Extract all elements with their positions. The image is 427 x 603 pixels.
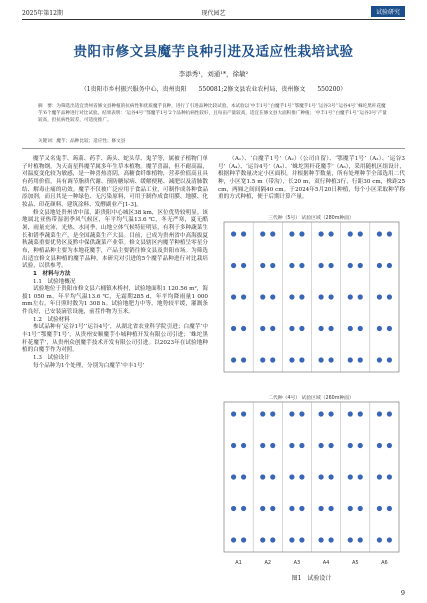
plant-dot [270,474,275,479]
plant-dot [241,326,246,331]
plant-dot [358,474,363,479]
plant-dot [387,326,392,331]
plant-dot [328,506,333,511]
plant-dot [260,294,265,299]
plant-dot [231,474,236,479]
issue-label: 2025年第12期 [22,10,63,17]
plant-dot [260,537,265,542]
plant-dot [260,443,265,448]
plant-dot [260,411,265,416]
plant-dot [377,411,382,416]
plant-dot [328,231,333,236]
plant-dot [348,443,353,448]
paragraph: 魔芋又名鬼芋、蒟蒻、药芋、蒟头、蛇头草、鬼芋等，属被子植物门单子叶植物纲，为天南星科魔芋属多年生草本植物。魔芋喜温，但不耐高温，对温度变化较为敏感，是一种喜热喜阴，高糖食纤维植物，营养价值高且具有药用价值，具有调节脂质代谢、预防糖尿病、缓解便秘、减肥以及清肺散结、解毒止痛的功效。魔芋不仅被广泛应用于食品工业，可制作成各种食品添加剂，而且其是一种绿色、无污染原料，可用于制作成食用膜、地膜、化妆品、印花颜料、建筑涂料、发酵副业产[1-3]。 [22,156,208,208]
plant-dot [318,411,323,416]
plant-dot [348,231,353,236]
abstract-rule [22,148,405,149]
plant-dot [260,326,265,331]
plant-dot [270,263,275,268]
plant-dot [387,294,392,299]
plot-label: A5 [351,560,359,566]
header-rule [22,19,405,20]
plant-dot [299,326,304,331]
plant-dot [299,506,304,511]
paragraph: 参试品种有‘运谷1号’‘运谷4号’，从湖北省农业科学院引进；白魔芋‘中丰1号’‘鄂魔芋1号’，从贵州安顺魔芋小城种植开发有限公司引进；‘蛛坨黑秆花魔芋’，从贵州众创魔芋技术开发有限公司引进。以2023年在试验地种植的白魔芋作为对照。 [22,324,208,354]
plant-dot [377,263,382,268]
page-header [22,6,405,18]
paragraph: （A₁）、‘白魔芋1号’（A₂）（公司自留）、‘鄂魔芋1号’（A₃）、‘运谷3号’（A₄）、‘运谷4号’（A₅）、‘蛛坨黑秆花魔芋’（A₆），采用随机区组设计，根据种芋数量决定小区面积，并根据种芋数量，所有处理种芋全部选用二代种，小区宽1.5 m（带沟），长20 m，双行种植3行，行距30 cm，株距25 cm，两厢之间间隔40 cm。于2024年5月20日种植，每个小区采取种芋称重的方式种植，便于后期计算产量。 [218,156,405,201]
plot-label: A4 [322,560,330,566]
plant-dot [231,263,236,268]
plant-dot [348,294,353,299]
plant-dot [377,294,382,299]
plant-dot [289,506,294,511]
plant-dot [241,294,246,299]
plant-dot [289,411,294,416]
plant-dot [289,474,294,479]
plant-dot [377,537,382,542]
plant-dot [299,411,304,416]
plant-dot [358,326,363,331]
plant-dot [318,506,323,511]
lower-field-label: 二代种（4号） 试验区域（260m种面） [268,396,354,401]
plant-dot [377,231,382,236]
plant-dot [299,263,304,268]
plant-dot [299,231,304,236]
plant-dot [299,537,304,542]
plant-dot [328,326,333,331]
plant-dot [328,474,333,479]
plant-dot [387,231,392,236]
plant-dot [387,474,392,479]
plant-dot [318,443,323,448]
plant-dot [260,263,265,268]
authors: 李添秀¹，刘通¹*，徐敏² [178,70,249,78]
plant-dot [318,231,323,236]
plant-dot [387,443,392,448]
plot-label: A6 [381,560,388,566]
plant-dot [387,263,392,268]
plant-dot [377,506,382,511]
plant-dot [231,537,236,542]
plant-dot [260,357,265,362]
plant-dot [241,411,246,416]
plant-dot [358,506,363,511]
paragraph: 修文县地处贵州省中部，距贵阳中心城区38 km，区位优势较明显。该地属北亚热带湿润季风气候区，年平均气温13.6 ℃，冬无严寒，夏无酷暑，雨量充沛，光热、水同季，山地立体气候特征明显，有利于多种蔬菜生长和错季蔬菜生产，是全国蔬菜生产大县。目前，已成为贵州省中高海拔夏秋蔬菜重要优势区及黔中保供蔬菜产业带。修文县辖区内魔芋种植呈零星分布，种植品种主要为本地花魔芋，产品主要销往修文县及贵阳市场。为筛选出适宜修文县种植的魔芋品种，本研究对引进的5个魔芋品种进行对比栽培试验，以供参考。 [22,209,208,270]
plant-dot [289,537,294,542]
paragraph: 试验地位于贵阳市修文县六桶镇木桥村，试验地面积1 120.56 m²，海拔1 050 m，年平均气温13.6 ℃，无霜期285 d，年平均降雨量1 000 mm左右，年日照时数为1 308 h。试验地肥力中等，地势较平缓，灌溉条件良好，已安装滴管设施，前茬作物为玉米。 [22,286,208,316]
section-heading: 1.2 试验材料 [33,316,70,323]
plant-dot [270,357,275,362]
plant-dot [318,474,323,479]
plot-label: A2 [264,560,272,566]
plant-dot [387,357,392,362]
plant-dot [231,326,236,331]
plant-dot [241,506,246,511]
paper-title: 贵阳市修文县魔芋良种引进及适应性栽培试验 [73,44,354,60]
plant-dot [231,294,236,299]
experiment-layout-figure [218,210,405,570]
plant-dot [270,443,275,448]
plant-dot [358,231,363,236]
plant-dot [270,294,275,299]
plant-dot [348,263,353,268]
plant-dot [348,326,353,331]
plant-dot [318,357,323,362]
plant-dot [358,357,363,362]
plant-dot [348,474,353,479]
plant-dot [328,411,333,416]
plant-dot [299,294,304,299]
page-number: 9 [400,589,405,597]
plant-dot [318,326,323,331]
section-badge: 试验研究 [371,6,405,17]
plant-dot [241,537,246,542]
keywords: 关键词：魔芋；品种比较；适应性；修文县 [38,139,126,144]
plant-dot [348,357,353,362]
plant-dot [289,326,294,331]
plant-dot [377,357,382,362]
plant-dot [387,506,392,511]
plant-dot [289,294,294,299]
section-heading: 1.1 试验地概况 [33,278,76,285]
plant-dot [328,443,333,448]
plant-dot [328,263,333,268]
section-heading: 1.3 试验设计 [33,355,70,362]
plant-dot [328,357,333,362]
plant-dot [270,411,275,416]
plant-dot [260,231,265,236]
upper-field-label: 三代种（5号） 试验区域（280m种面） [268,216,354,221]
plant-dot [289,231,294,236]
plant-dot [387,537,392,542]
plant-dot [270,231,275,236]
plant-dot [328,294,333,299]
plant-dot [241,357,246,362]
section-heading: 1 材料与方法 [33,270,71,277]
affiliations: （1贵阳市乡村振兴服务中心，贵州贵阳 550081;2修文县农业农村局，贵州修文 550200） [80,86,347,93]
plot-label: A3 [293,560,301,566]
plant-dot [299,357,304,362]
plant-dot [318,537,323,542]
plant-dot [348,506,353,511]
plant-dot [377,326,382,331]
right-column [218,156,405,202]
plant-dot [231,443,236,448]
plant-dot [241,231,246,236]
plant-dot [289,263,294,268]
plant-dot [260,506,265,511]
plant-dot [270,506,275,511]
plant-dot [231,411,236,416]
plant-dot [299,443,304,448]
plant-dot [318,263,323,268]
plant-dot [231,231,236,236]
plant-dot [358,411,363,416]
plant-dot [387,411,392,416]
figure-caption: 图1 试验设计 [291,575,332,582]
plant-dot [377,443,382,448]
plant-dot [358,443,363,448]
abstract: 摘 要：为筛选出适宜贵州省修文县种植的抗病性和优质魔芋良种，进行了引进品种比较试验。本试验以‘中丰1号’‘白魔芋1号’‘鄂魔芋1号’‘运谷3号’‘运谷4号’‘蛛坨黑秆花魔芋’6个魔芋品种进行对比试验。结果表明：‘运谷4号’‘鄂魔芋1号’2个品种抗病性较好，且每亩产量较高，适宜在修文县大面积推广种植；‘中丰1号’‘白魔芋1号’‘运谷3号’产量较高，但抗病性较差，可适度推广。 [38,104,387,123]
plant-dot [299,474,304,479]
journal-name: 现代园艺 [201,10,226,17]
plant-dot [318,294,323,299]
plant-dot [348,537,353,542]
plant-dot [289,357,294,362]
plant-dot [260,474,265,479]
plant-dot [358,263,363,268]
plant-dot [270,326,275,331]
plant-dot [328,537,333,542]
plant-dot [289,443,294,448]
plant-dot [358,294,363,299]
plant-dot [241,443,246,448]
plant-dot [241,263,246,268]
plot-label: A1 [235,560,242,566]
plant-dot [348,411,353,416]
plant-dot [241,474,246,479]
plant-dot [231,506,236,511]
plant-dot [377,474,382,479]
left-column [22,156,208,370]
plant-dot [358,537,363,542]
plant-dot [231,357,236,362]
plant-dot [270,537,275,542]
paragraph: 每个品种为1个处理，分别为白魔芋‘中丰1号’ [33,362,145,369]
